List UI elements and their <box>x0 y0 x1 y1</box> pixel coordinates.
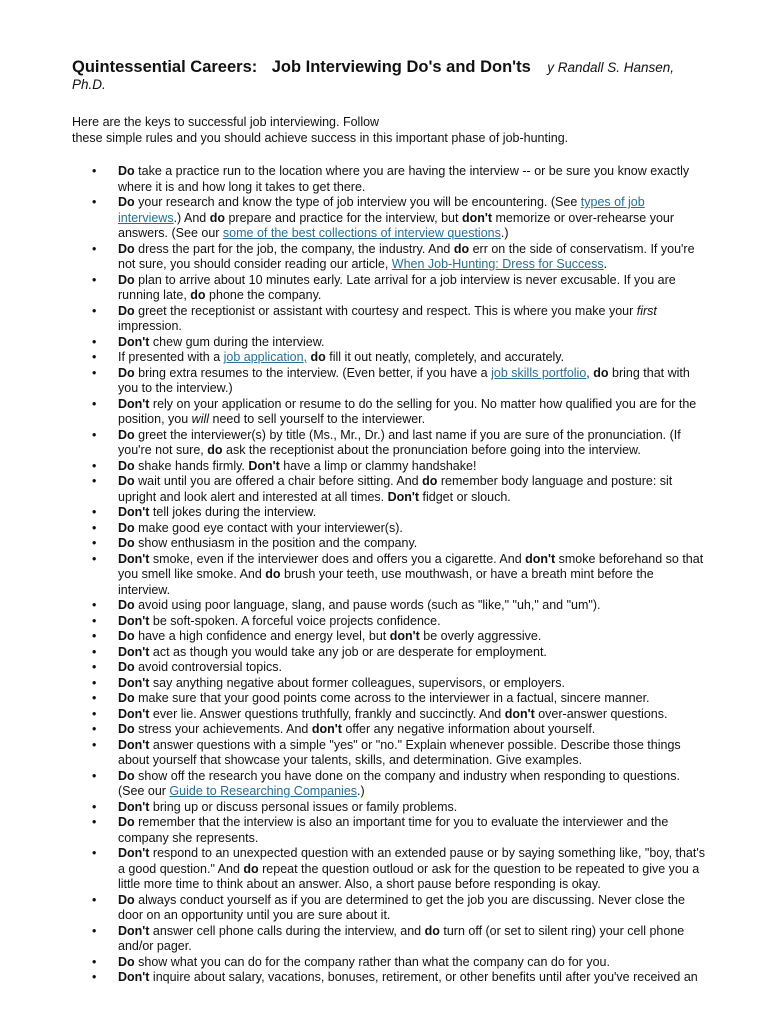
list-item <box>72 459 708 475</box>
list-item <box>72 660 708 676</box>
text-segment: prepare and practice for the interview, but <box>225 210 462 225</box>
text-segment: If presented with a <box>118 350 224 364</box>
emphasis-bold: Do <box>118 458 135 473</box>
list-item <box>72 366 708 397</box>
text-segment: take a practice run to the location where you are having the interview -- or be sure you know exactly where it is and how long it takes to get there. <box>118 164 690 194</box>
article-link[interactable]: Guide to Researching Companies <box>169 784 358 798</box>
text-segment: show enthusiasm in the position and the company. <box>134 536 418 550</box>
text-segment: bring up or discuss personal issues or family problems. <box>149 799 458 814</box>
emphasis-bold: Don't <box>248 458 280 473</box>
list-item <box>72 738 708 769</box>
emphasis-bold: Don't <box>118 970 150 984</box>
text-segment: ever lie. Answer questions truthfully, frankly and succinctly. And <box>149 706 505 721</box>
emphasis-bold: Do <box>118 427 135 442</box>
emphasis-bold: Don't <box>118 737 150 752</box>
author-name: y Randall S. Hansen, <box>547 60 675 75</box>
emphasis-bold: Don't <box>387 489 420 504</box>
text-segment: fidget or slouch. <box>419 489 511 504</box>
article-link[interactable]: When Job-Hunting: Dress for Success <box>391 257 604 271</box>
emphasis-bold: don't <box>525 551 556 566</box>
emphasis-italic: first <box>636 303 657 318</box>
text-segment: answer cell phone calls during the interview, and <box>149 923 425 938</box>
emphasis-bold: Don't <box>118 613 150 628</box>
emphasis-bold: do <box>310 350 326 364</box>
article-link[interactable]: job skills portfolio <box>491 365 587 380</box>
text-segment: plan to arrive about 10 minutes early. Late arrival for a job interview is never excusable. If you are running late, <box>118 272 676 302</box>
text-segment: .) <box>500 226 509 240</box>
text-segment: err on the side of conservatism. If you're not sure, you should consider reading our article, <box>118 241 695 271</box>
text-segment: shake hands firmly. <box>134 458 249 473</box>
text-segment: . <box>603 257 608 271</box>
emphasis-bold: Don't <box>118 799 150 814</box>
text-segment: remember body language and posture: sit upright and look alert and interested at all times. <box>118 474 673 504</box>
emphasis-bold: don't <box>311 722 342 736</box>
text-segment: inquire about salary, vacations, bonuses, retirement, or other benefits until after you've received an <box>149 970 698 984</box>
text-segment: brush your teeth, use mouthwash, or have a breath mint before the interview. <box>118 567 654 597</box>
emphasis-italic: will <box>191 412 210 426</box>
emphasis-bold: do <box>190 288 206 302</box>
text-segment: have a high confidence and energy level, but <box>134 629 390 643</box>
text-segment: ask the receptionist about the pronunciation before going into the interview. <box>222 443 641 457</box>
emphasis-bold: Do <box>118 598 135 612</box>
emphasis-bold: Don't <box>118 396 150 411</box>
emphasis-bold: do <box>593 365 609 380</box>
text-segment: be soft-spoken. A forceful voice projects confidence. <box>149 613 441 628</box>
emphasis-bold: Don't <box>118 846 150 860</box>
list-item <box>72 552 708 599</box>
text-segment: stress your achievements. And <box>134 722 312 736</box>
page-title: Job Interviewing Do's and Don'ts <box>271 58 531 76</box>
list-item <box>72 815 708 846</box>
intro-line-1: Here are the keys to successful job interviewing. Follow <box>72 115 380 129</box>
list-item <box>72 893 708 924</box>
list-item <box>72 924 708 955</box>
emphasis-bold: Do <box>118 303 135 318</box>
text-segment: your research and know the type of job interview you will be encountering. (See <box>134 195 581 209</box>
emphasis-bold: Don't <box>118 334 150 349</box>
text-segment: act as though you would take any job or are desperate for employment. <box>149 644 547 659</box>
tips-list <box>72 164 708 986</box>
text-segment: , <box>586 365 594 380</box>
text-segment: wait until you are offered a chair before sitting. And <box>134 474 423 488</box>
emphasis-bold: Don't <box>118 923 150 938</box>
emphasis-bold: Do <box>118 954 135 969</box>
text-segment: answer questions with a simple "yes" or "no." Explain whenever possible. Describe those things about yourself that showcase your talents, skills, and determination. Give examples. <box>118 737 681 767</box>
text-segment: bring that with you to the interview.) <box>118 365 690 395</box>
text-segment: make good eye contact with your interviewer(s). <box>134 520 403 535</box>
list-item <box>72 769 708 800</box>
text-segment: show off the research you have done on the company and industry when responding to questions. (See our <box>118 768 680 798</box>
emphasis-bold: Don't <box>118 551 150 566</box>
list-item <box>72 800 708 816</box>
text-segment: .) <box>357 784 365 798</box>
emphasis-bold: don't <box>504 706 535 721</box>
author-degree: Ph.D. <box>72 77 106 92</box>
article-link[interactable]: types of job interviews <box>118 195 645 225</box>
text-segment: over-answer questions. <box>534 706 668 721</box>
emphasis-bold: Do <box>118 365 135 380</box>
list-item <box>72 676 708 692</box>
list-item <box>72 350 708 366</box>
text-segment: respond to an unexpected question with an extended pause or by saying something like, "boy, that's a good question." And <box>118 846 705 876</box>
emphasis-bold: do <box>424 923 440 938</box>
page-title-site: Quintessential Careers: <box>72 58 258 76</box>
text-segment: bring extra resumes to the interview. (Even better, if you have a <box>134 365 492 380</box>
emphasis-bold: Do <box>118 195 135 209</box>
text-segment: greet the receptionist or assistant with courtesy and respect. This is where you make your <box>134 303 637 318</box>
text-segment: smoke, even if the interviewer does and offers you a cigarette. And <box>149 551 526 566</box>
list-item <box>72 474 708 505</box>
text-segment: repeat the question outloud or ask for the question to be repeated to give you a little more time to think about an answer. Also, a short pause before responding is okay. <box>118 861 700 891</box>
emphasis-bold: Don't <box>118 706 150 721</box>
list-item <box>72 536 708 552</box>
text-segment: remember that the interview is also an important time for you to evaluate the interviewer and the company she represents. <box>118 815 669 845</box>
emphasis-bold: Do <box>118 629 135 643</box>
emphasis-bold: Do <box>118 520 135 535</box>
list-item <box>72 614 708 630</box>
list-item <box>72 428 708 459</box>
emphasis-bold: Do <box>118 660 135 674</box>
emphasis-bold: Don't <box>118 505 150 519</box>
text-segment: be overly aggressive. <box>419 629 542 643</box>
emphasis-bold: do <box>453 241 470 256</box>
emphasis-bold: do <box>207 443 223 457</box>
list-item <box>72 164 708 195</box>
emphasis-bold: Do <box>118 272 135 287</box>
text-segment: make sure that your good points come across to the interviewer in a factual, sincere manner. <box>134 691 650 705</box>
emphasis-bold: do <box>209 210 225 225</box>
emphasis-bold: Do <box>118 474 135 488</box>
text-segment: offer any negative information about yourself. <box>341 722 596 736</box>
list-item <box>72 691 708 707</box>
text-segment: say anything negative about former colleagues, supervisors, or employers. <box>149 675 565 690</box>
text-segment: greet the interviewer(s) by title (Ms., Mr., Dr.) and last name if you are sure of the pronunciation. (If you're not sure, <box>118 427 681 457</box>
text-segment: avoid controversial topics. <box>134 660 282 674</box>
list-item <box>72 645 708 661</box>
emphasis-bold: Do <box>118 536 135 550</box>
list-item <box>72 195 708 242</box>
text-segment: turn off (or set to silent ring) your cell phone and/or pager. <box>118 923 685 953</box>
list-item <box>72 846 708 893</box>
list-item <box>72 397 708 428</box>
emphasis-bold: Do <box>118 815 135 829</box>
article-link[interactable]: some of the best collections of interview questions <box>222 226 501 240</box>
text-segment: phone the company. <box>205 288 322 302</box>
text-segment: rely on your application or resume to do the selling for you. No matter how qualified you are for the position, you <box>118 396 697 426</box>
text-segment: smoke beforehand so that you smell like smoke. And <box>118 551 704 581</box>
list-item <box>72 242 708 273</box>
text-segment: avoid using poor language, slang, and pause words (such as "like," "uh," and "um"). <box>134 598 601 612</box>
text-segment: have a limp or clammy handshake! <box>279 458 477 473</box>
emphasis-bold: Do <box>118 892 135 907</box>
list-item <box>72 970 708 986</box>
text-segment: chew gum during the interview. <box>149 334 325 349</box>
text-segment: show what you can do for the company rather than what the company can do for you. <box>134 954 610 969</box>
emphasis-bold: Do <box>118 691 135 705</box>
list-item <box>72 629 708 645</box>
list-item <box>72 955 708 971</box>
emphasis-bold: do <box>243 861 259 876</box>
emphasis-bold: Do <box>118 722 135 736</box>
emphasis-bold: Do <box>118 241 135 256</box>
title-line <box>72 58 708 77</box>
emphasis-bold: don't <box>461 210 492 225</box>
list-item <box>72 273 708 304</box>
emphasis-bold: Do <box>118 164 135 178</box>
emphasis-bold: Don't <box>118 675 150 690</box>
emphasis-bold: Do <box>118 768 135 783</box>
text-segment: .) And <box>173 210 210 225</box>
list-item <box>72 304 708 335</box>
list-item <box>72 505 708 521</box>
text-segment: dress the part for the job, the company, the industry. And <box>134 241 454 256</box>
text-segment: fill it out neatly, completely, and accurately. <box>325 350 565 364</box>
text-segment: impression. <box>118 319 182 333</box>
text-segment: tell jokes during the interview. <box>149 505 317 519</box>
list-item <box>72 722 708 738</box>
emphasis-bold: do <box>265 567 281 581</box>
text-segment: always conduct yourself as if you are determined to get the job you are discussing. Never close the door on an opportunity until you are sure about it. <box>118 892 685 922</box>
article-link[interactable]: job application, <box>223 350 308 364</box>
list-item <box>72 598 708 614</box>
intro-paragraph <box>72 115 708 146</box>
emphasis-bold: do <box>422 474 438 488</box>
intro-line-2: these simple rules and you should achieve success in this important phase of job-hunting. <box>72 130 569 145</box>
list-item <box>72 335 708 351</box>
list-item <box>72 707 708 723</box>
text-segment: need to sell yourself to the interviewer. <box>209 412 426 426</box>
emphasis-bold: don't <box>389 629 420 643</box>
list-item <box>72 521 708 537</box>
text-segment: memorize or over-rehearse your answers. (See our <box>118 210 675 240</box>
emphasis-bold: Don't <box>118 644 150 659</box>
